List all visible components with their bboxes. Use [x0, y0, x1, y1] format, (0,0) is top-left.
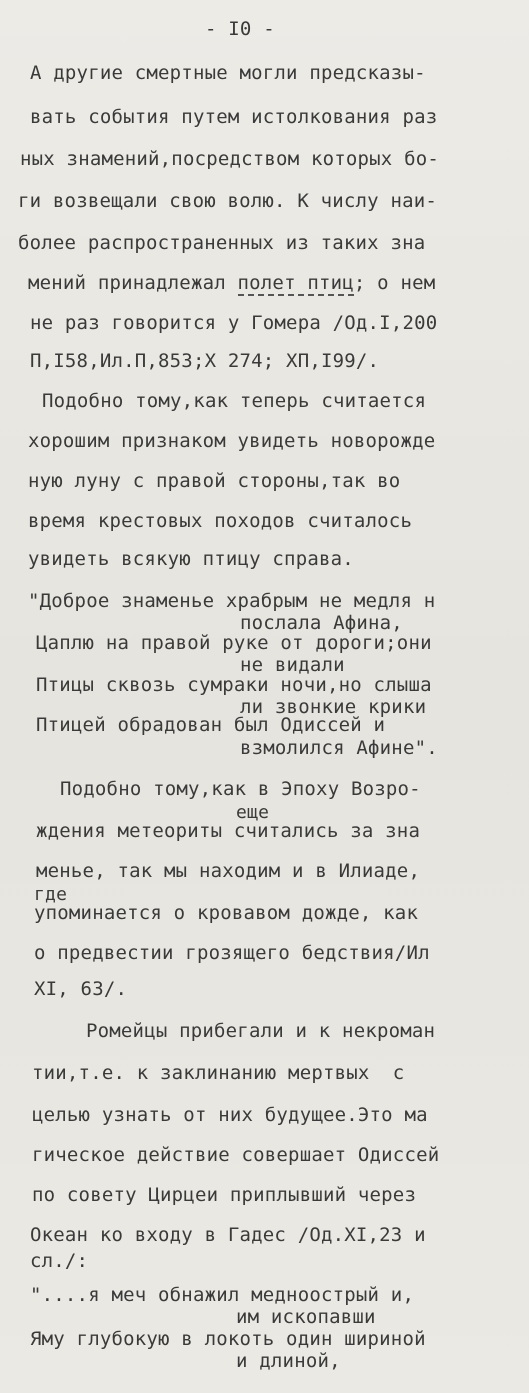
text-segment: ; о нем — [353, 272, 436, 294]
text-line: по совету Цирцеи приплывший через — [32, 1184, 417, 1206]
text-line: ную луну с правой стороны,так во — [28, 470, 401, 492]
text-line: сл./: — [30, 1250, 89, 1272]
text-line: о предвестии грозящего бедствия/Ил — [34, 942, 430, 964]
text-line: увидеть всякую птицу справа. — [28, 548, 354, 570]
text-line: ги возвещали свою волю. К числу наи- — [18, 190, 438, 212]
text-line — [28, 272, 435, 294]
quote-line: и длиной, — [236, 1350, 341, 1372]
quote-line: Яму глубокую в локоть один шириной — [30, 1328, 426, 1350]
quote-line: не видали — [240, 654, 345, 676]
text-line: менье, так мы находим и в Илиаде, — [36, 860, 421, 882]
text-line: П,I58,Ил.П,853;Х 274; ХП,I99/. — [30, 350, 380, 372]
text-line: тии,т.е. к заклинанию мертвых с — [32, 1062, 405, 1084]
quote-line: "....я меч обнажил медноострый и, — [30, 1284, 415, 1306]
text-line: целью узнать от них будущее.Это ма — [32, 1104, 428, 1126]
text-line: более распространенных из таких зна — [18, 232, 426, 254]
text-line: не раз говорится у Гомера /Од.I,200 — [30, 312, 438, 334]
quote-line: послала Афина, — [240, 612, 403, 634]
quote-line: им ископавши — [236, 1306, 376, 1328]
text-line: Подобно тому,как в Эпоху Возро- — [60, 778, 421, 800]
text-line: XI, 63/. — [34, 978, 128, 1000]
quote-line: Птицей обрадован был Одиссей и — [36, 714, 386, 736]
page-number: - I0 - — [205, 18, 275, 40]
quote-line: "Доброе знаменье храбрым не медля н — [28, 590, 436, 612]
text-line: время крестовых походов считалось — [28, 510, 413, 532]
underlined-phrase: полет птиц — [237, 272, 354, 294]
inserted-word: еще — [236, 802, 270, 823]
text-line: Океан ко входу в Гадес /Од.XI,23 и — [30, 1224, 426, 1246]
text-line: упоминается о кровавом дожде, как — [34, 902, 419, 924]
text-line: Ромейцы прибегали и к некроман — [86, 1020, 436, 1042]
quote-line: Птицы сквозь сумраки ночи,но слыша — [36, 674, 432, 696]
quote-line: ли звонкие крики — [240, 696, 427, 718]
text-segment: мений принадлежал — [28, 272, 238, 294]
text-line: гическое действие совершает Одиссей — [32, 1144, 440, 1166]
text-line: ждения метеориты считались за зна — [36, 820, 421, 842]
quote-line: взмолился Афине". — [240, 737, 438, 759]
text-line: Подобно тому,как теперь считается — [42, 390, 427, 412]
text-line: А другие смертные могли предсказы- — [30, 62, 426, 84]
quote-line: Цаплю на правой руке от дороги;они — [36, 632, 432, 654]
text-line: вать события путем истолкования раз — [30, 106, 438, 128]
text-line: ных знамений,посредством которых бо- — [20, 148, 440, 170]
text-line: хорошим признаком увидеть новорожде — [28, 430, 436, 452]
inserted-word: где — [34, 884, 68, 905]
